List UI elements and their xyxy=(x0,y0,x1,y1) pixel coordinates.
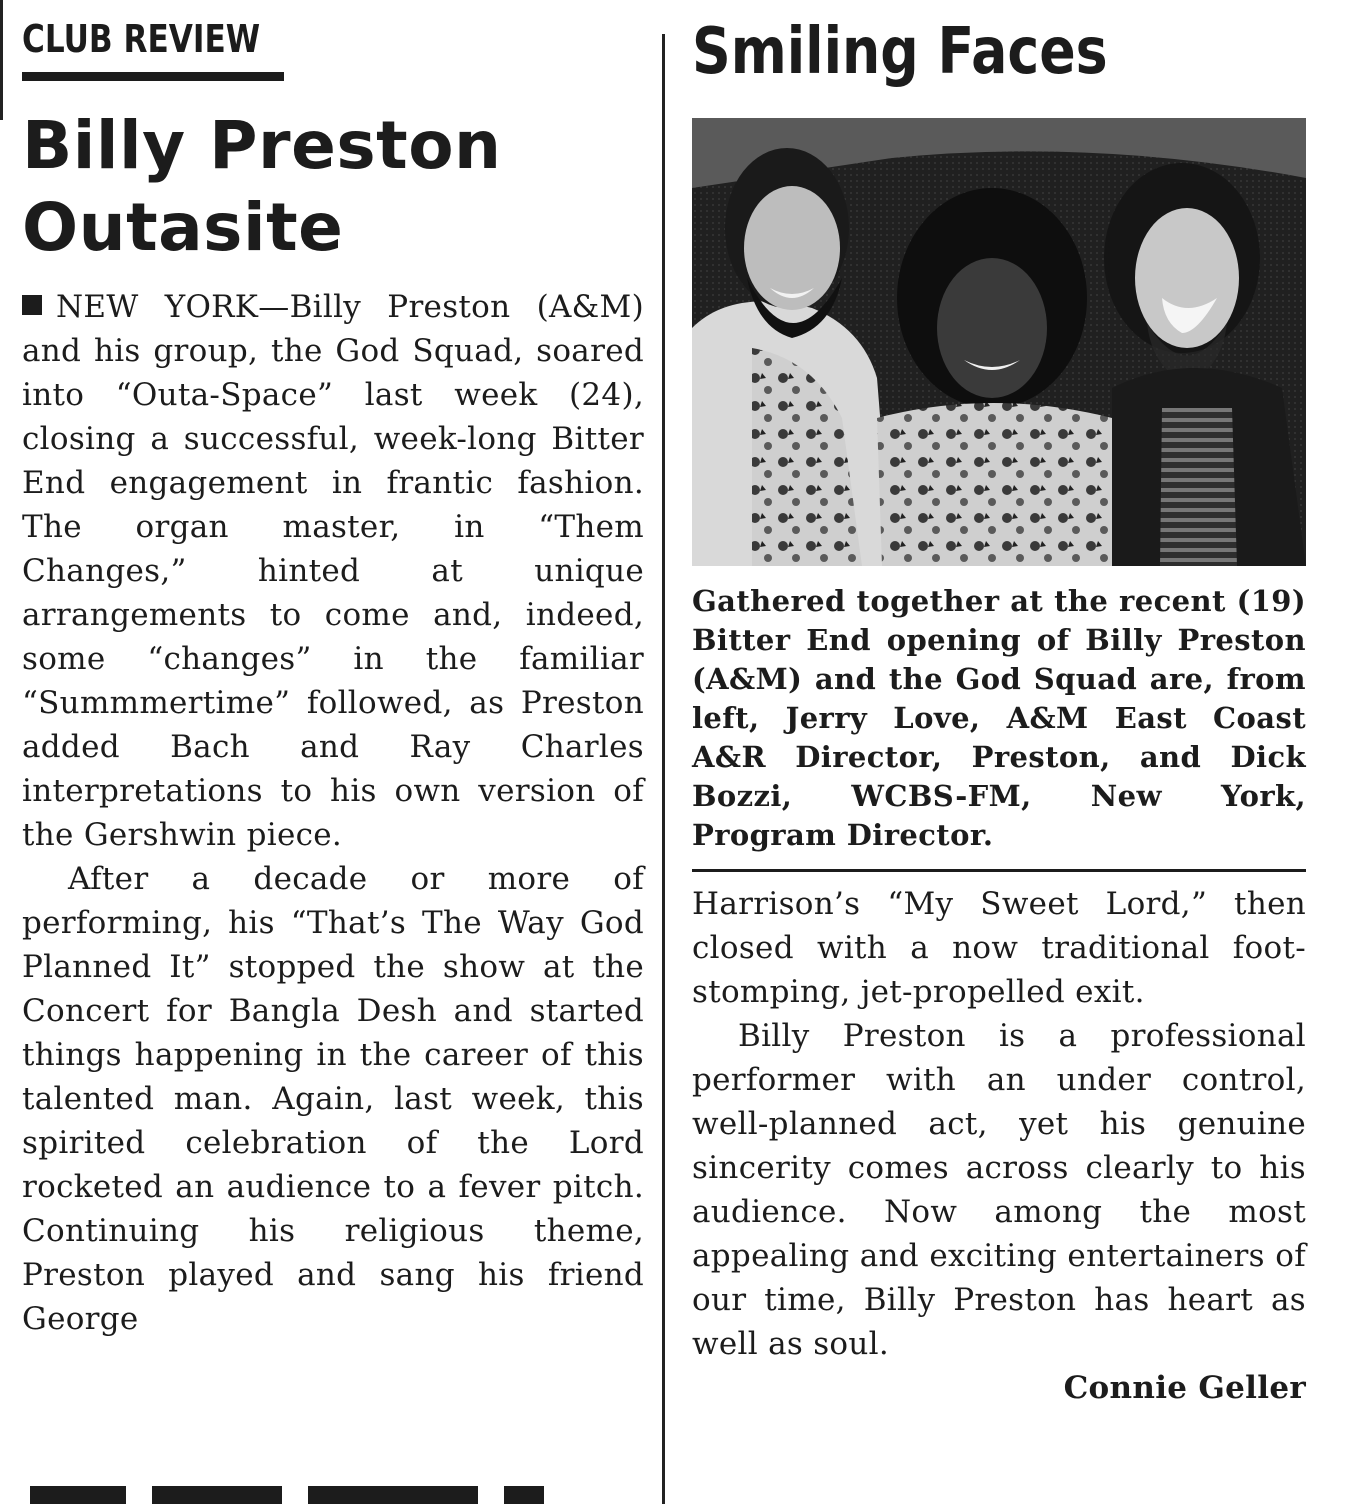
page-edge-rule xyxy=(0,0,3,120)
next-headline-cropped xyxy=(30,1486,630,1504)
headline-line-2: Outasite xyxy=(22,189,344,266)
group-photo xyxy=(692,118,1306,566)
caption-divider xyxy=(692,869,1306,872)
dingbat-square-icon xyxy=(22,295,42,315)
continuation-paragraph-2: Billy Preston is a professional performer with an under control, well-planned act, yet his genuine sincerity comes across clearly to his audience. Now among the most appealing and exciting entertainers of our time, Billy Preston has heart as well as soul. xyxy=(692,1018,1306,1362)
photo-caption: Gathered together at the recent (19) Bitter End opening of Billy Preston (A&M) and the God Squad are, from left, Jerry Love, A&M East Coast A&R Director, Preston, and Dick Bozzi, WCBS-FM, New York, Program Director. xyxy=(692,584,1306,852)
kicker-underline xyxy=(22,72,284,81)
article-headline xyxy=(22,105,644,269)
article-body xyxy=(22,285,644,1341)
article-paragraph-1: NEW YORK—Billy Preston (A&M) and his group, the God Squad, soared into “Outa-Space” last week (24), closing a successful, week-long Bitter End engagement in frantic fashion. The organ master, in “Them Changes,” hinted at unique arrangements to come and, indeed, some “changes” in the familiar “Summmertime” followed, as Preston added Bach and Ray Charles interpretations to his own version of the Gershwin piece. xyxy=(22,289,644,853)
club-review-article xyxy=(22,12,644,1341)
group-photo-illustration xyxy=(692,118,1306,566)
photo-feature xyxy=(692,14,1306,1406)
section-kicker: CLUB REVIEW xyxy=(22,17,261,61)
column-divider xyxy=(662,34,665,1504)
headline-line-1: Billy Preston xyxy=(22,107,502,184)
article-paragraph-2: After a decade or more of performing, his “That’s The Way God Planned It” stopped the show at the Concert for Bangla Desh and started things happening in the career of this talented man. Again, last week, this spirited celebration of the Lord rocketed an audience to a fever pitch. Continuing his religious theme, Preston played and sang his friend George xyxy=(22,861,644,1337)
author-byline: Connie Geller xyxy=(1063,1370,1306,1406)
continuation-paragraph-1: Harrison’s “My Sweet Lord,” then closed with a now traditional foot-stomping, jet-propelled exit. xyxy=(692,886,1306,1010)
article-continuation xyxy=(692,882,1306,1366)
photo-headline: Smiling Faces xyxy=(692,15,1108,89)
